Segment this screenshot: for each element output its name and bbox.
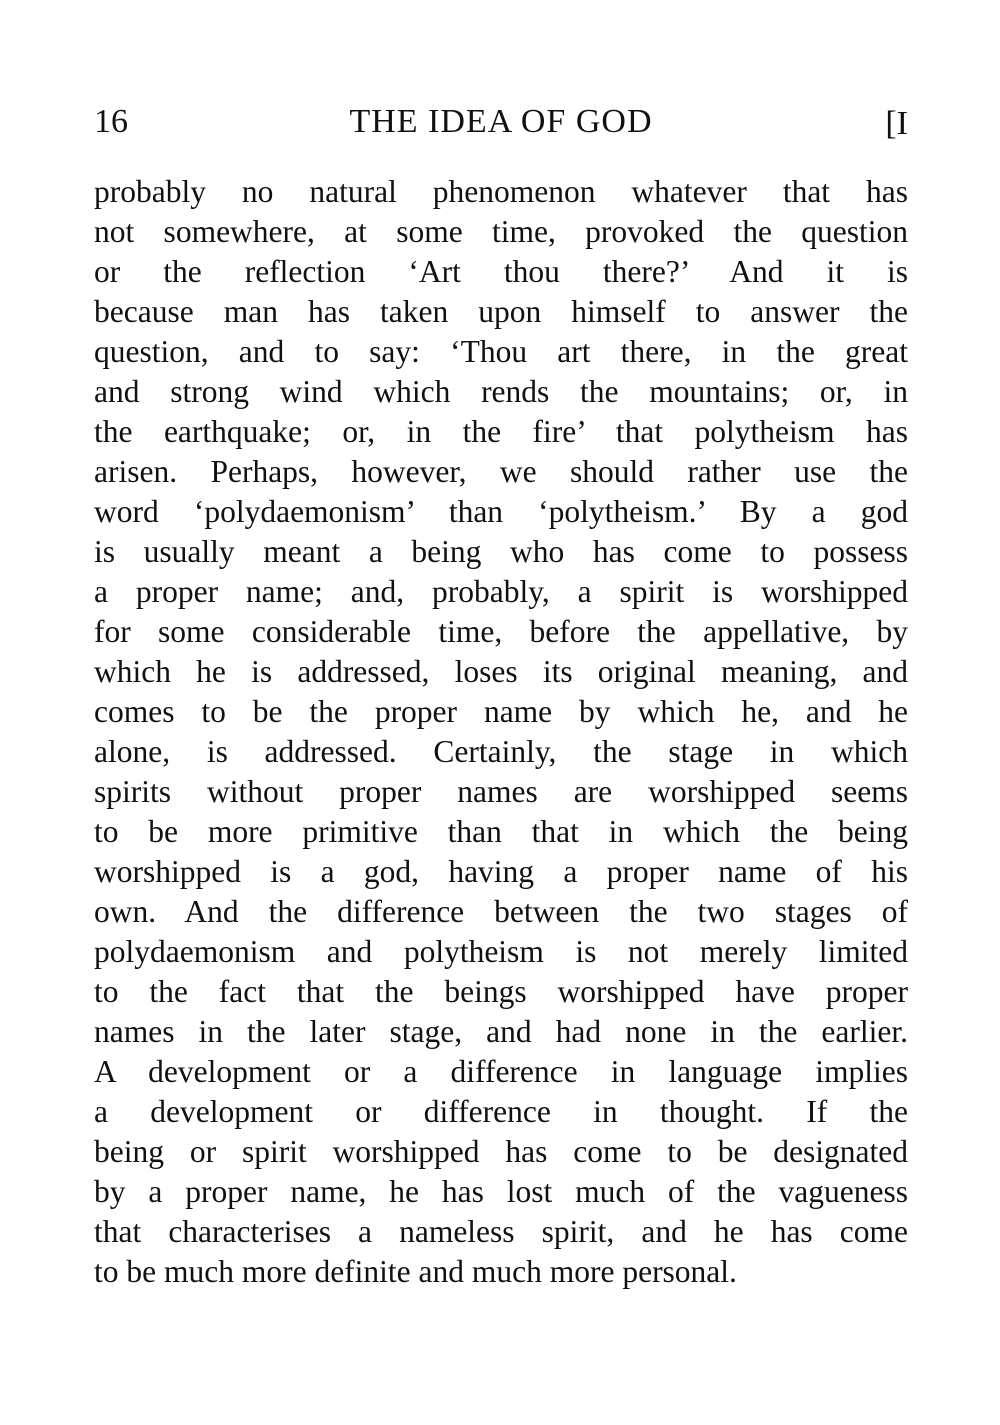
text-line: probably no natural phenomenon whatever that has	[94, 174, 908, 209]
running-head	[94, 100, 908, 144]
text-line: is usually meant a being who has come to possess	[94, 534, 908, 569]
text-line: to be much more definite and much more personal.	[94, 1254, 737, 1289]
text-line: not somewhere, at some time, provoked the question	[94, 214, 908, 249]
text-line: that characterises a nameless spirit, and he has come	[94, 1214, 908, 1249]
text-line: alone, is addressed. Certainly, the stage in which	[94, 734, 908, 769]
text-line: because man has taken upon himself to answer the	[94, 294, 908, 329]
text-line: or the reflection ‘Art thou there?’ And it is	[94, 254, 908, 289]
text-line: which he is addressed, loses its original meaning, and	[94, 654, 908, 689]
text-line: A development or a difference in language implies	[94, 1054, 908, 1089]
text-line: own. And the difference between the two stages of	[94, 894, 908, 929]
text-line: and strong wind which rends the mountains; or, in	[94, 374, 908, 409]
text-line: being or spirit worshipped has come to be designated	[94, 1134, 908, 1169]
text-line: spirits without proper names are worshipped seems	[94, 774, 908, 809]
text-line: the earthquake; or, in the fire’ that polytheism has	[94, 414, 908, 449]
text-line: to the fact that the beings worshipped have proper	[94, 974, 908, 1009]
text-line: worshipped is a god, having a proper name of his	[94, 854, 908, 889]
text-line: arisen. Perhaps, however, we should rather use the	[94, 454, 908, 489]
text-line: by a proper name, he has lost much of the vagueness	[94, 1174, 908, 1209]
text-line: a proper name; and, probably, a spirit is worshipped	[94, 574, 908, 609]
text-line: word ‘polydaemonism’ than ‘polytheism.’ By a god	[94, 494, 908, 529]
text-line: for some considerable time, before the appellative, by	[94, 614, 908, 649]
text-line: to be more primitive than that in which the being	[94, 814, 908, 849]
text-line: names in the later stage, and had none in the earlier.	[94, 1014, 908, 1049]
page-number: 16	[94, 103, 128, 140]
text-line: polydaemonism and polytheism is not merely limited	[94, 934, 908, 969]
text-line: a development or difference in thought. If the	[94, 1094, 908, 1129]
running-title: THE IDEA OF GOD	[349, 103, 653, 140]
text-line: comes to be the proper name by which he, and he	[94, 694, 908, 729]
text-line: question, and to say: ‘Thou art there, in the great	[94, 334, 908, 369]
chapter-mark: [I	[885, 105, 908, 142]
body-paragraph	[94, 172, 908, 1292]
